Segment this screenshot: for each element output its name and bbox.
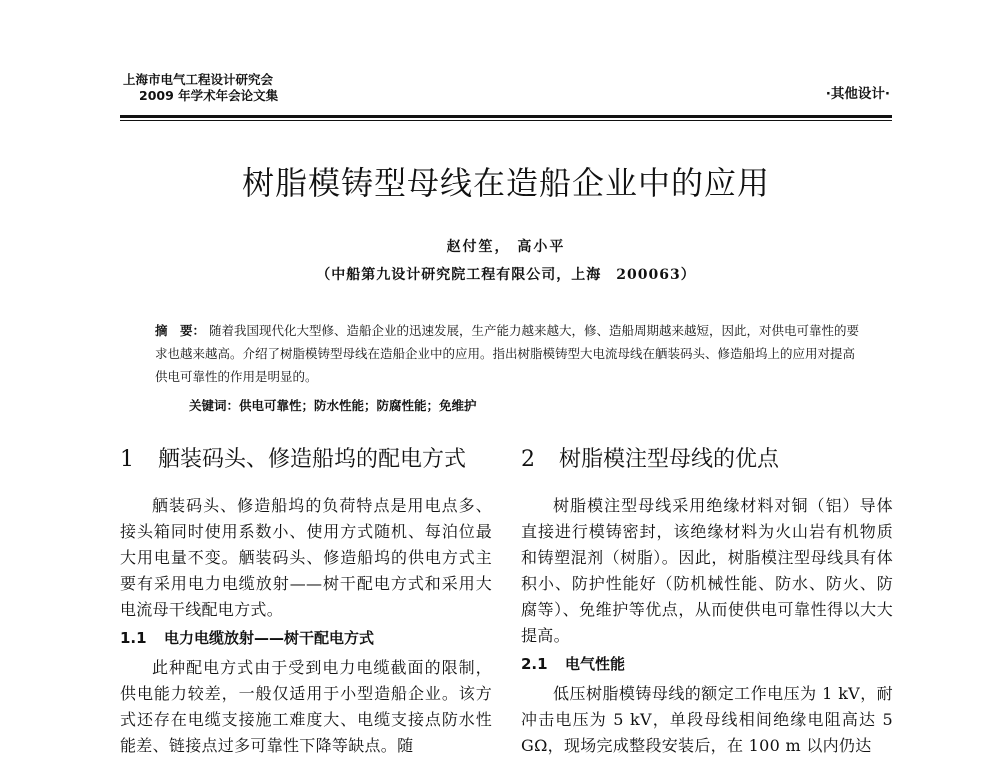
institute-name: 上海市电气工程设计研究会: [123, 72, 274, 87]
subsection-1-1-heading: [120, 625, 492, 651]
subsection-2-1-heading: [521, 651, 893, 677]
subsection-2-1-title: 电气性能: [565, 655, 626, 673]
section-1-title: 舾装码头、修造船坞的配电方式: [158, 447, 467, 472]
section-2-paragraph-1: 树脂模注型母线采用绝缘材料对铜（铝）导体直接进行模铸密封，该绝缘材料为火山岩有机物质和铸塑混剂（树脂）。因此，树脂模注型母线具有体积小、防护性能好（防机械性能、防水、防火、防腐等）、免维护等优点，从而使供电可靠性得以大大提高。: [521, 496, 893, 645]
section-tag: ·其他设计·: [825, 86, 890, 102]
paper-title: 树脂模铸型母线在造船企业中的应用: [241, 164, 770, 202]
paper-authors: 赵付笙， 高小平: [446, 239, 566, 255]
section-2-heading: [521, 445, 893, 475]
section-2-title: 树脂模注型母线的优点: [559, 447, 780, 472]
subsection-1-1-title: 电力电缆放射——树干配电方式: [164, 629, 375, 647]
section-1-paragraph-2: 此种配电方式由于受到电力电缆截面的限制，供电能力较差，一般仅适用于小型造船企业。该方式还存在电缆支接施工难度大、电缆支接点防水性能差、链接点过多可靠性下降等缺点。随: [120, 658, 492, 755]
section-1-heading: [120, 445, 492, 475]
section-1-paragraph-1: 舾装码头、修造船坞的负荷特点是用电点多、接头箱同时使用系数小、使用方式随机、每泊位最大用电量不变。舾装码头、修造船坞的供电方式主要有采用电力电缆放射——树干配电方式和采用大电流母干线配电方式。: [120, 496, 492, 619]
subsection-2-1-number: 2.1: [521, 655, 548, 673]
running-header-left: [123, 72, 383, 104]
keywords-label: 关键词：: [189, 398, 240, 413]
abstract-label: 摘 要：: [155, 323, 206, 338]
right-column: [521, 445, 893, 759]
subsection-1-1-number: 1.1: [120, 629, 147, 647]
section-2-paragraph-2: 低压树脂模铸母线的额定工作电压为 1 kV，耐冲击电压为 5 kV，单段母线相间绝缘电阻高达 5 GΩ，现场完成整段安装后，在 100 m 以内仍达: [521, 684, 893, 755]
header-rule-thick: [120, 115, 892, 118]
section-2-number: 2: [521, 447, 535, 472]
header-rule-thin: [120, 120, 892, 121]
abstract-text: 随着我国现代化大型修、造船企业的迅速发展，生产能力越来越大，修、造船周期越来越短，因此，对供电可靠性的要求也越来越高。介绍了树脂模铸型母线在造船企业中的应用。指出树脂模铸型大电流母线在舾装码头、修造船坞上的应用对提高供电可靠性的作用是明显的。: [155, 323, 860, 384]
paper-affiliation: （中船第九设计研究院工程有限公司，上海 200063）: [316, 267, 696, 283]
left-column: [120, 445, 492, 759]
proceedings-name: 2009 年学术年会论文集: [139, 88, 279, 103]
keywords-text: 供电可靠性；防水性能；防腐性能；免维护: [239, 398, 477, 413]
keywords: [189, 396, 477, 414]
section-1-number: 1: [120, 447, 134, 472]
abstract: [155, 319, 860, 388]
